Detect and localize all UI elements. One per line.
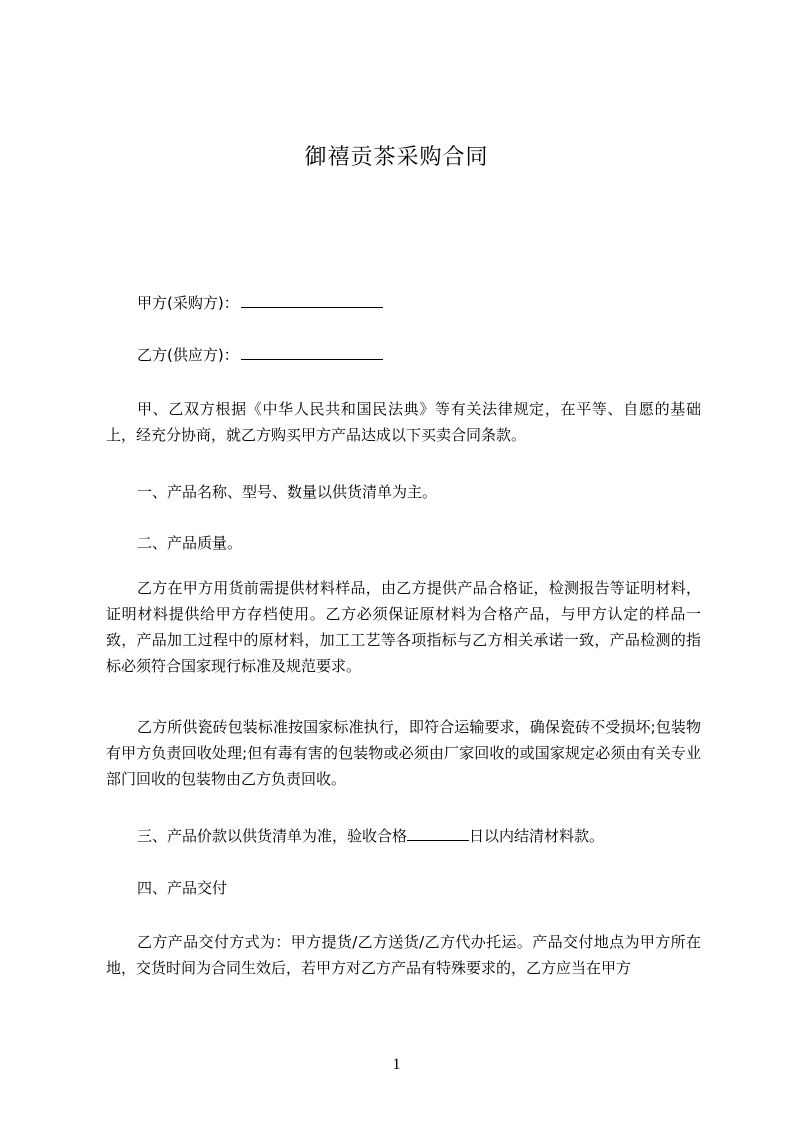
payment-days-blank [407,827,469,841]
delivery-paragraph: 乙方产品交付方式为：甲方提货/乙方送货/乙方代办托运。产品交付地点为甲方所在地，交货时间为合同生效后，若甲方对乙方产品有特殊要求的，乙方应当在甲方 [106,933,701,977]
page-number: 1 [392,1056,401,1073]
section-3-text-after: 日以内结清材料款。 [469,827,605,845]
party-b-label: 乙方(供应方)： [137,346,239,364]
party-a-line [137,292,383,313]
intro-paragraph: 甲、乙双方根据《中华人民共和国民法典》等有关法律规定，在平等、自愿的基础上，经充分协商，就乙方购买甲方产品达成以下买卖合同条款。 [106,400,701,444]
section-4-heading: 四、产品交付 [137,879,228,897]
party-b-blank [241,345,383,360]
section-1-heading: 一、产品名称、型号、数量以供货清单为主。 [137,483,438,501]
party-a-label: 甲方(采购方)： [137,294,239,312]
packaging-paragraph: 乙方所供瓷砖包装标准按国家标准执行，即符合运输要求，确保瓷砖不受损坏;包装物有甲方负责回收处理;但有毒有害的包装物或必须由厂家回收的或国家规定必须由有关专业部门回收的包装物由乙方负责回收。 [106,718,701,788]
section-3-heading [137,825,604,846]
document-title: 御禧贡茶采购合同 [304,145,489,170]
quality-paragraph: 乙方在甲方用货前需提供材料样品，由乙方提供产品合格证，检测报告等证明材料，证明材料提供给甲方存档使用。乙方必须保证原材料为合格产品，与甲方认定的样品一致，产品加工过程中的原材料，加工工艺等各项指标与乙方相关承诺一致，产品检测的指标必须符合国家现行标准及规范要求。 [106,579,701,675]
section-3-text-before: 三、产品价款以供货清单为准，验收合格 [137,827,408,845]
party-a-blank [241,293,383,308]
section-2-heading: 二、产品质量。 [137,534,243,552]
party-b-line [137,344,383,365]
